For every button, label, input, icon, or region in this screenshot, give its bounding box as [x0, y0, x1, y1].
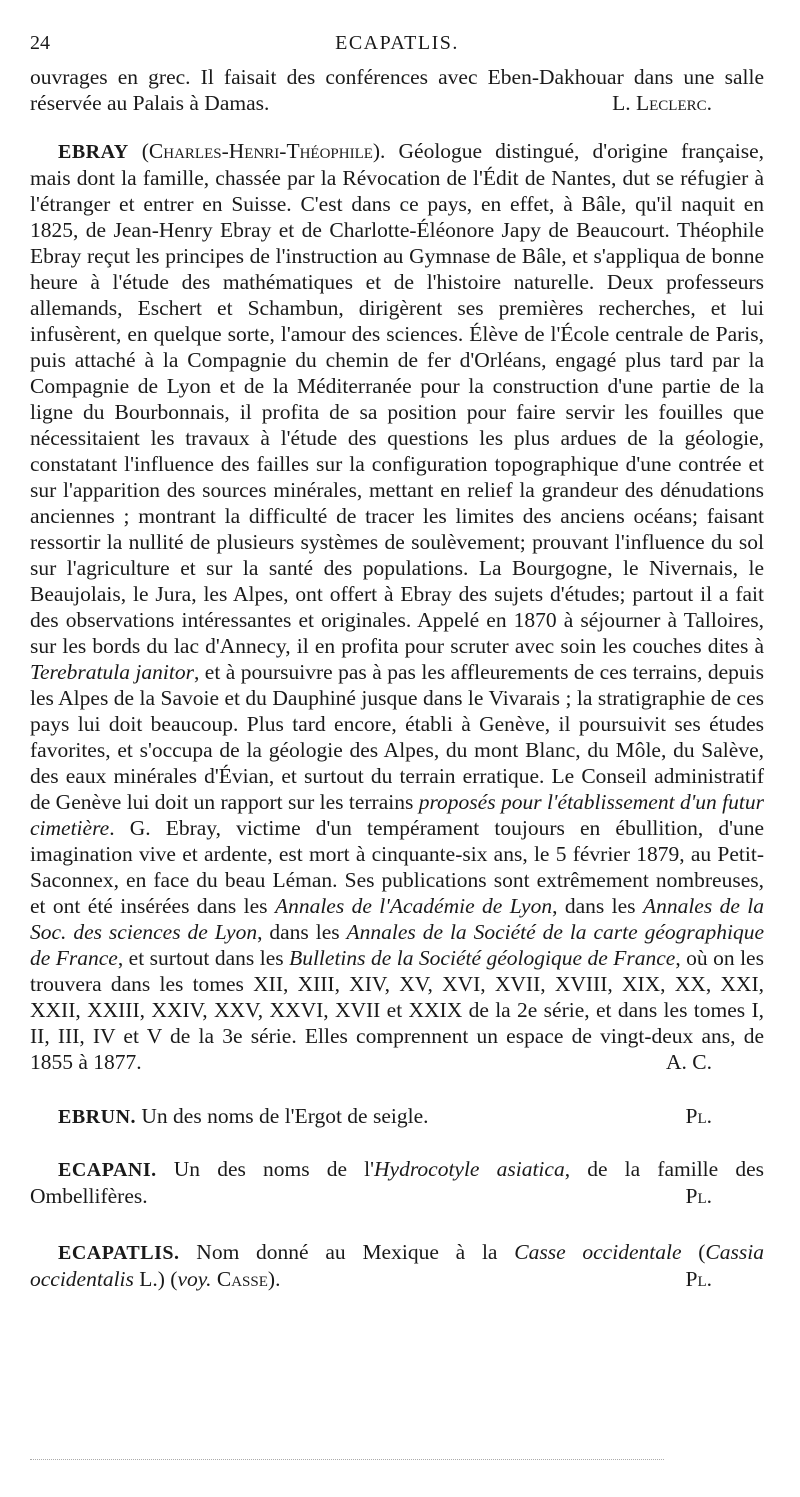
entry-ebrun-signature: Pl.	[685, 1104, 712, 1128]
page	[30, 24, 764, 1292]
entry-ebray-signature: A. C.	[666, 1050, 712, 1074]
running-title: ECAPATLIS.	[335, 32, 459, 54]
entry-ebray-text: , où on les trouvera dans les tomes XII, XIII, XIV, XV, XVI, XVII, XVIII, XIX, XX, XXI, XXII, XXIII, XXIV, XXV, XXVI, XVII et XXIX de la 2e série, et dans les tomes I, II, III, IV et V de la 3e série. Elles comprennent un espace de vingt-deux ans, de 1855 à 1877.	[30, 946, 764, 1074]
entry-ecapatlis-signature: Pl.	[685, 1267, 712, 1291]
entry-ebray-name: (Charles-Henri-Théophile).	[141, 139, 386, 163]
entry-ebrun-text: Un des noms de l'Ergot de seigle.	[136, 1104, 429, 1128]
spacer	[30, 1075, 764, 1103]
entry-ecapani-text: Un des noms de l'	[156, 1157, 375, 1181]
previous-entry-text: ouvrages en grec. Il faisait des conférences avec Eben-Dakhouar dans une salle réservée au Palais à Damas.	[30, 65, 764, 115]
entry-ebray-text: , dans les	[257, 920, 347, 944]
footer-dotted-rule	[30, 1459, 664, 1460]
entry-ecapani-signature: Pl.	[685, 1184, 712, 1208]
entry-ebrun	[30, 1103, 764, 1130]
entry-ebray-italic: Annales de l'Académie de Lyon	[274, 894, 553, 918]
entry-ecapatlis-headword: ECAPATLIS.	[58, 1242, 180, 1264]
entry-ecapani-headword: ECAPANI.	[58, 1159, 157, 1181]
entry-ebray-text: Géologue distingué, d'origine française, mais dont la famille, chassée par la Révocation de l'Édit de Nantes, dut se réfugier à l'étranger et entrer en Suisse. C'est dans ce pays, en effet, à Bâle, qu'il naquit en 1825, de Jean-Henry Ebray et de Charlotte-Éléonore Japy de Beaucourt. Théophile Ebray reçut les principes de l'instruction au Gymnase de Bâle, et s'appliqua de bonne heure à l'étude des mathématiques et de l'histoire naturelle. Deux professeurs allemands, Eschert et Schambun, dirigèrent ses premières recherches, et lui infusèrent, en quelque sorte, l'amour des sciences. Élève de l'École centrale de Paris, puis attaché à la Compagnie du chemin de fer d'Orléans, engagé plus tard par la Compagnie de Lyon et de la Méditerranée pour la construction d'une partie de la ligne du Bourbonnais, il profita de sa position pour faire servir les fouilles que nécessitaient les travaux à l'étude des questions les plus ardues de la géologie, constatant l'influence des failles sur la configuration topographique d'une contrée et sur l'apparition des sources minérales, mettant en relief la grandeur des dénudations anciennes ; montrant la difficulté de tracer les limites des anciens océans; faisant ressortir la nullité de plusieurs systèmes de soulèvement; prouvant l'influence du sol sur l'agriculture et sur la santé des populations. La Bourgogne, le Nivernais, le Beaujolais, le Jura, les Alpes, ont offert à Ebray des sujets d'études; partout il a fait des observations intéressantes et originales. Appelé en 1870 à séjourner à Talloires, sur les bords du lac d'Annecy, il en profita pour scruter avec soin les couches dites à	[30, 139, 764, 658]
entry-ecapatlis-text: L.) (	[133, 1267, 178, 1291]
entry-ecapatlis-italic: Cassia occidentalis	[30, 1240, 764, 1291]
entry-ecapani-text: , de la famille des Ombellifères.	[30, 1157, 764, 1208]
entry-ecapatlis-text: ).	[267, 1267, 281, 1291]
entry-ecapatlis-smallcaps: Casse	[216, 1267, 268, 1291]
entry-ecapatlis-italic: Casse occidentale	[514, 1240, 682, 1264]
previous-entry-signature: L. Leclerc.	[612, 91, 712, 115]
entry-ebray-text: , dans les	[552, 894, 643, 918]
entry-ecapatlis-text: (	[681, 1240, 706, 1264]
running-header	[30, 24, 764, 64]
page-number: 24	[30, 32, 50, 54]
entry-ebray-italic: proposés pour l'établissement d'un futur cimetière	[30, 790, 764, 840]
entry-ecapatlis-italic: voy.	[177, 1267, 212, 1291]
entry-ebray-italic: Annales de la Société de la carte géographique de France	[30, 920, 764, 970]
entry-ebray-text: , et surtout dans les	[117, 946, 290, 970]
entry-ebray-italic: Bulletins de la Société géologique de France	[289, 946, 676, 970]
entry-ecapani-italic: Hydrocotyle asiatica	[374, 1157, 565, 1181]
entry-ecapatlis	[30, 1239, 764, 1292]
entry-ebray-headword: EBRAY	[58, 141, 129, 163]
previous-entry-continuation	[30, 64, 764, 116]
entry-ebray-italic: Annales de la Soc. des sciences de Lyon	[30, 894, 765, 944]
spacer	[30, 116, 764, 138]
spacer	[30, 1130, 764, 1156]
entry-ecapani	[30, 1156, 764, 1209]
entry-ebrun-headword: EBRUN.	[58, 1106, 137, 1128]
entry-ebray-text: , et à poursuivre pas à pas les affleurements de ces terrains, depuis les Alpes de la Savoie et du Dauphiné jusque dans le Vivarais ; la stratigraphie de ces pays lui doit beaucoup. Plus tard encore, établi à Genève, il poursuivit ses études favorites, et s'occupa de la géologie des Alpes, du mont Blanc, du Môle, du Salève, des eaux minérales d'Évian, et surtout du terrain erratique. Le Conseil administratif de Genève lui doit un rapport sur les terrains	[30, 660, 764, 814]
entry-ebray	[30, 138, 764, 1075]
entry-ebray-italic: Terebratula janitor	[30, 660, 194, 684]
spacer	[30, 1209, 764, 1239]
entry-ecapatlis-text: Nom donné au Mexique à la	[179, 1240, 515, 1264]
entry-ebray-text: . G. Ebray, victime d'un tempérament toujours en ébullition, d'une imagination vive et ardente, est mort à cinquante-six ans, le 5 février 1879, au Petit-Saconnex, en face du beau Léman. Ses publications sont extrêmement nombreuses, et ont été insérées dans les	[30, 816, 764, 918]
